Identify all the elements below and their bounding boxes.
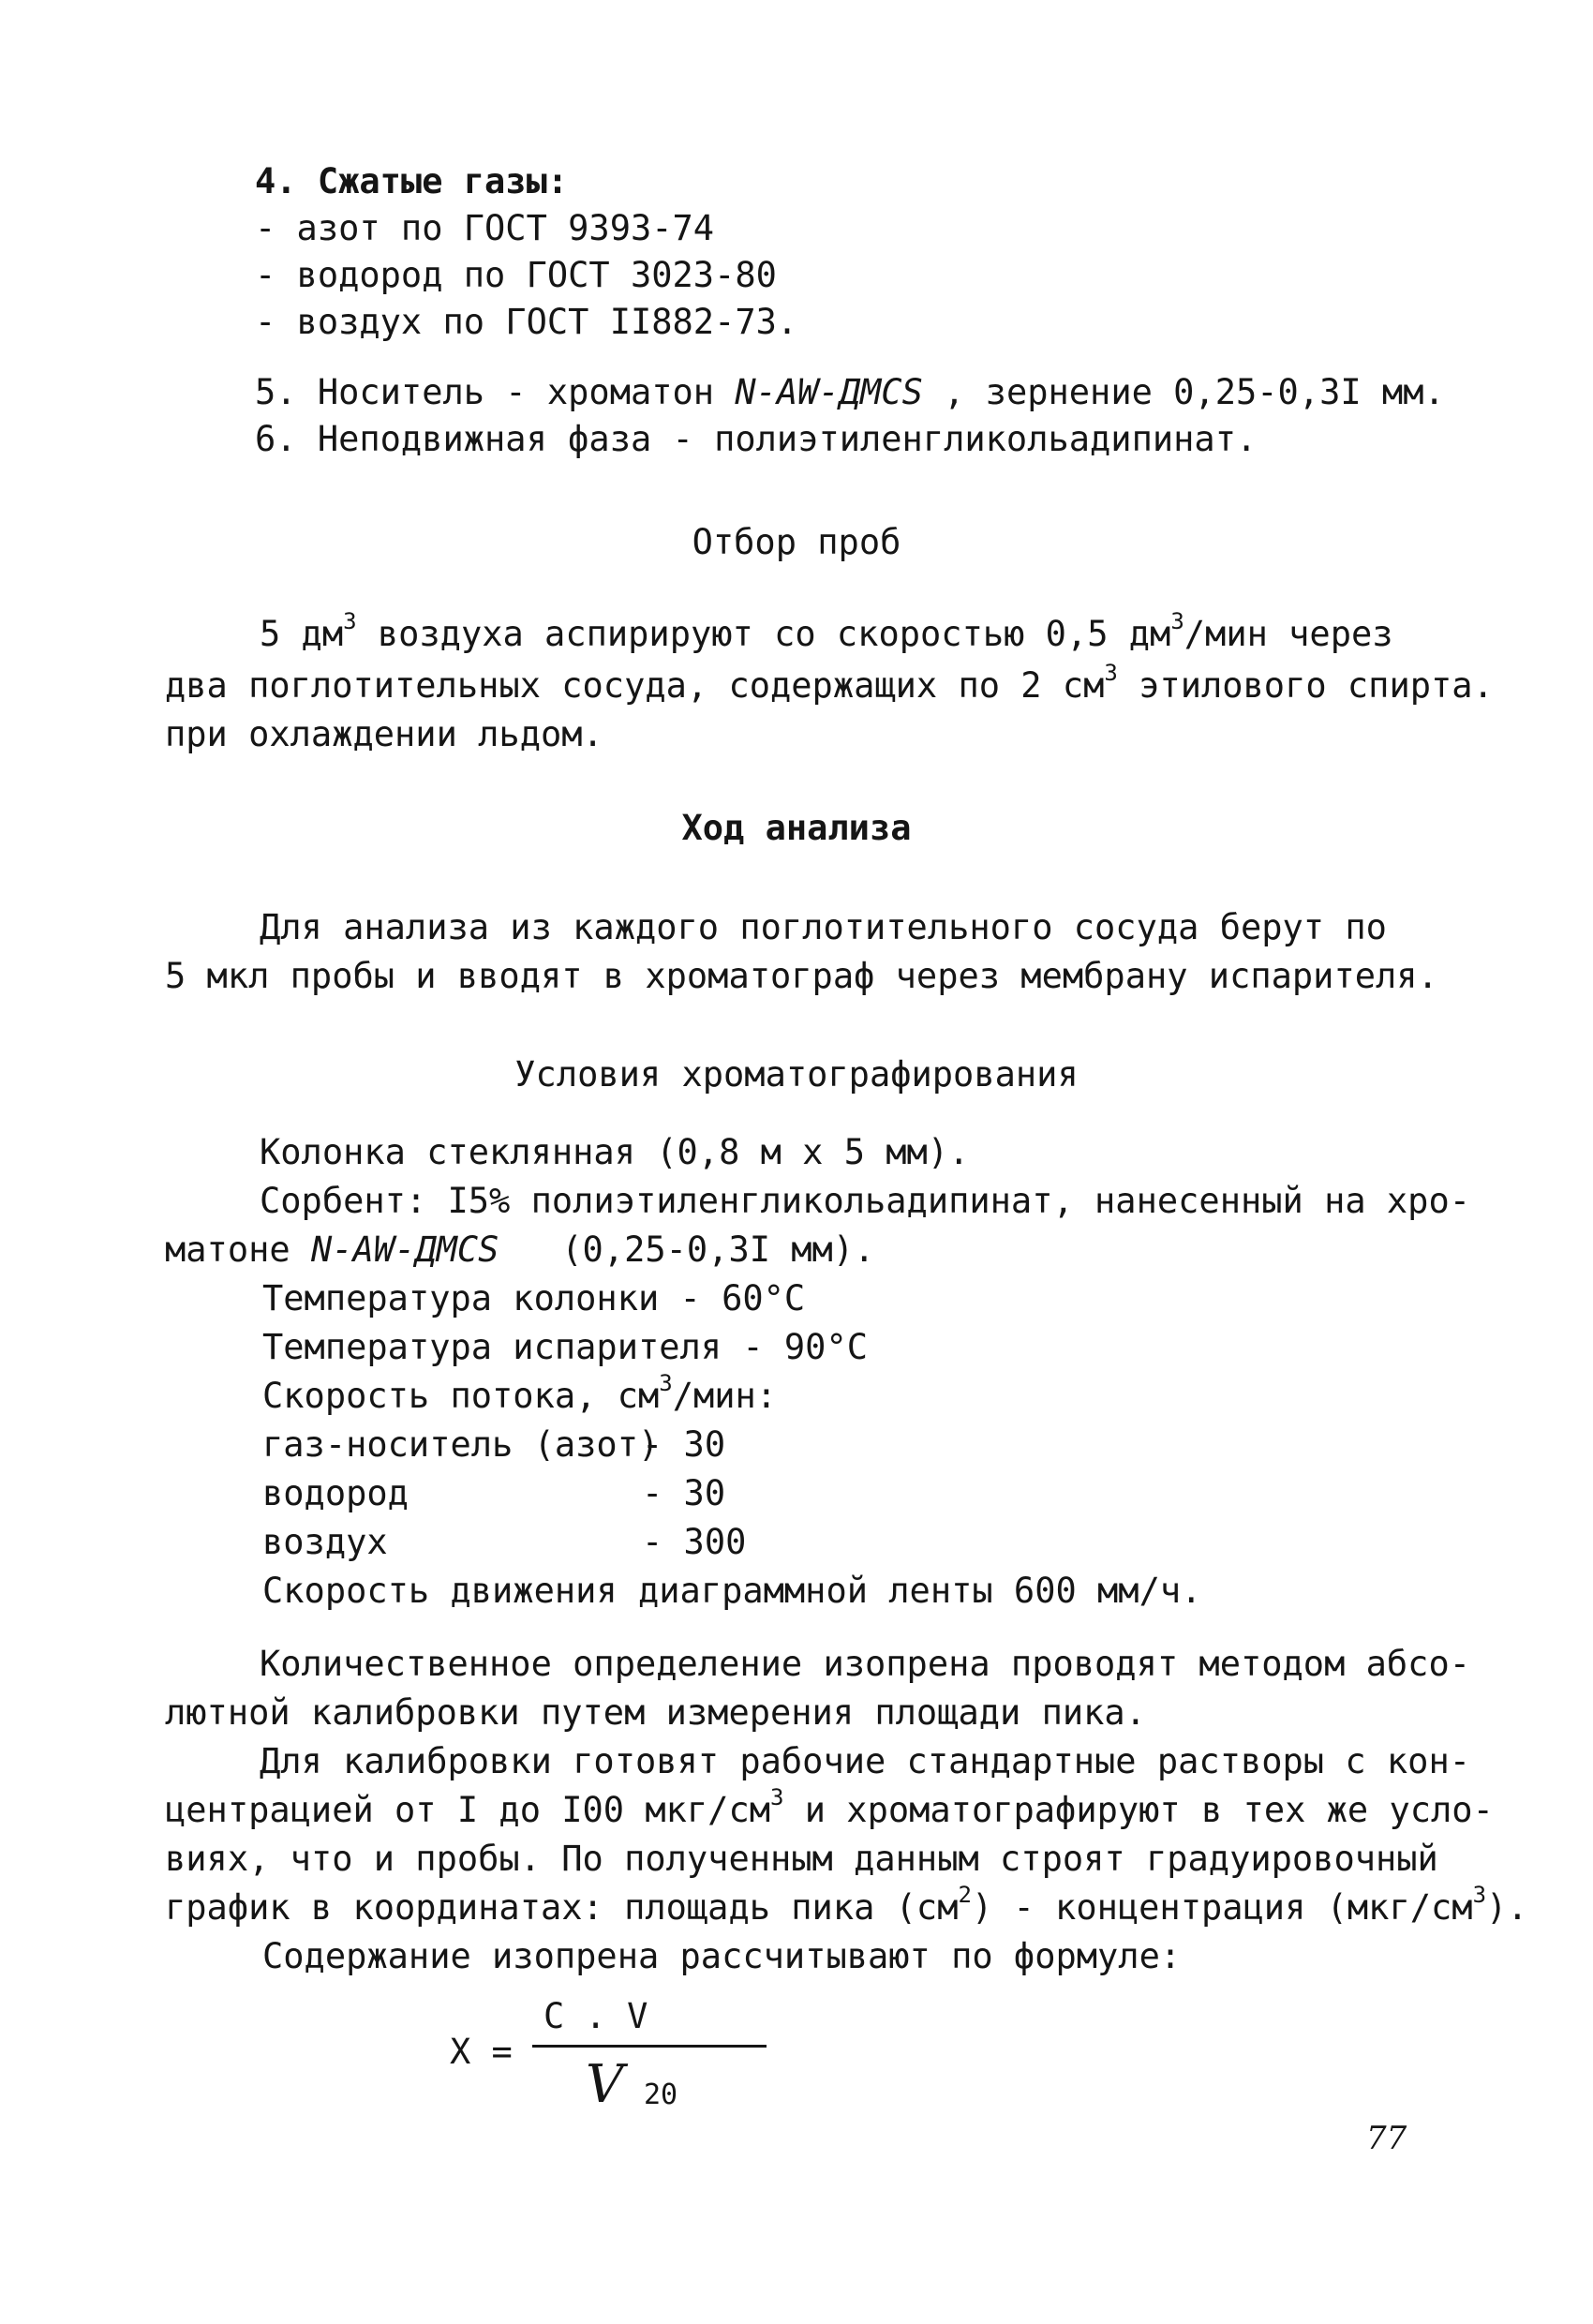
formula-numerator: C . V xyxy=(543,1996,648,2036)
exponent: 3 xyxy=(1104,660,1118,686)
fraction-bar xyxy=(532,2045,767,2048)
flow-label: Скорость потока, см xyxy=(262,1376,660,1416)
calib-line-4 xyxy=(165,1882,1528,1929)
calib-line-3: виях, что и пробы. По полученным данным строят градуировочный xyxy=(165,1839,1438,1879)
calib-line-1: Для калибровки готовят рабочие стандартные растворы с кон- xyxy=(260,1741,1471,1781)
flow-row-value: - 30 xyxy=(642,1473,726,1513)
gas-item-air: - воздух по ГОСТ II882-73. xyxy=(255,302,798,342)
condition-temp-column: Температура колонки - 60°C xyxy=(262,1278,806,1318)
flow-row-value: - 30 xyxy=(642,1424,726,1465)
formula-subscript: 20 xyxy=(644,2078,678,2111)
exponent: 3 xyxy=(1170,608,1184,634)
exponent: 3 xyxy=(343,608,357,634)
analysis-line-1: Для анализа из каждого поглотительного сосуда берут по xyxy=(260,907,1387,947)
gas-item-nitrogen: - азот по ГОСТ 9393-74 xyxy=(255,208,715,248)
gases-heading: 4. Сжатые газы: xyxy=(255,161,569,201)
condition-tape-speed: Скорость движения диаграммной ленты 600 мм/ч. xyxy=(262,1571,1202,1611)
sorbent-carrier-name: N-AW-ДМСS xyxy=(310,1229,499,1270)
sampling-rest: /мин через xyxy=(1184,614,1393,654)
sorbent-prefix: матоне xyxy=(165,1229,311,1270)
sampling-speed: воздуха аспирируют со скоростью 0,5 дм xyxy=(356,614,1171,654)
page-number: 77 xyxy=(1366,2120,1407,2157)
calib-rest: и хроматографируют в тех же усло- xyxy=(783,1790,1494,1830)
content-formula-intro: Содержание изопрена рассчитывают по формуле: xyxy=(262,1936,1182,1976)
flow-row-name: газ-носитель (азот) xyxy=(262,1424,660,1465)
sampling-volume: 5 дм xyxy=(260,614,344,654)
sampling-line-3: при охлаждении льдом. xyxy=(165,714,603,754)
calib-axis-area: график в координатах: площадь пика (см xyxy=(165,1887,959,1928)
flow-row-name: воздух xyxy=(262,1522,388,1562)
sampling-line-1 xyxy=(260,608,1393,655)
flow-row-name: водород xyxy=(262,1473,409,1513)
calib-axis-conc: ) - концентрация (мкг/см xyxy=(971,1887,1473,1928)
formula-lhs: X = xyxy=(450,2032,513,2072)
calib-range: центрацией от I до I00 мкг/см xyxy=(165,1790,771,1830)
formula xyxy=(450,1996,825,2137)
sampling-spirit: этилового спирта. xyxy=(1117,665,1494,706)
condition-column: Колонка стеклянная (0,8 м х 5 мм). xyxy=(260,1132,970,1172)
exponent: 2 xyxy=(958,1882,972,1908)
sampling-line-2 xyxy=(165,660,1494,707)
quant-line-1: Количественное определение изопрена проводят методом абсо- xyxy=(260,1644,1471,1684)
flow-unit: /мин: xyxy=(672,1376,778,1416)
exponent: 3 xyxy=(770,1784,784,1810)
flow-row-value: - 300 xyxy=(642,1522,747,1562)
gas-item-hydrogen: - водород по ГОСТ 3023-80 xyxy=(255,255,777,295)
sampling-vessels: два поглотительных сосуда, содержащих по 2 см xyxy=(165,665,1105,706)
calib-close: ). xyxy=(1486,1887,1528,1928)
condition-temp-evaporator: Температура испарителя - 90°C xyxy=(262,1327,869,1367)
item-carrier-prefix: 5. Носитель - хроматон xyxy=(255,372,736,412)
sorbent-grain: (0,25-0,3I мм). xyxy=(499,1229,875,1270)
carrier-name: N-AW-ДМСS xyxy=(735,372,923,412)
exponent: 3 xyxy=(659,1370,673,1396)
sampling-heading: Отбор проб xyxy=(692,522,901,562)
analysis-line-2: 5 мкл пробы и вводят в хроматограф через мембрану испарителя. xyxy=(165,956,1438,996)
item-carrier-suffix: , зернение 0,25-0,3I мм. xyxy=(922,372,1445,412)
exponent: 3 xyxy=(1472,1882,1487,1908)
condition-sorbent-line-2 xyxy=(165,1229,874,1271)
item-stationary-phase: 6. Неподвижная фаза - полиэтиленгликольадипинат. xyxy=(255,419,1258,459)
condition-sorbent-line-1: Сорбент: I5% полиэтиленгликольадипинат, нанесенный на хро- xyxy=(260,1181,1471,1221)
formula-denominator: V xyxy=(586,2054,624,2115)
condition-flow-rate xyxy=(262,1370,778,1417)
quant-line-2: лютной калибровки путем измерения площади пика. xyxy=(165,1692,1146,1733)
conditions-heading: Условия хроматографирования xyxy=(514,1054,1079,1095)
item-carrier xyxy=(255,372,1445,413)
analysis-heading: Ход анализа xyxy=(681,808,912,848)
calib-line-2 xyxy=(165,1784,1494,1831)
